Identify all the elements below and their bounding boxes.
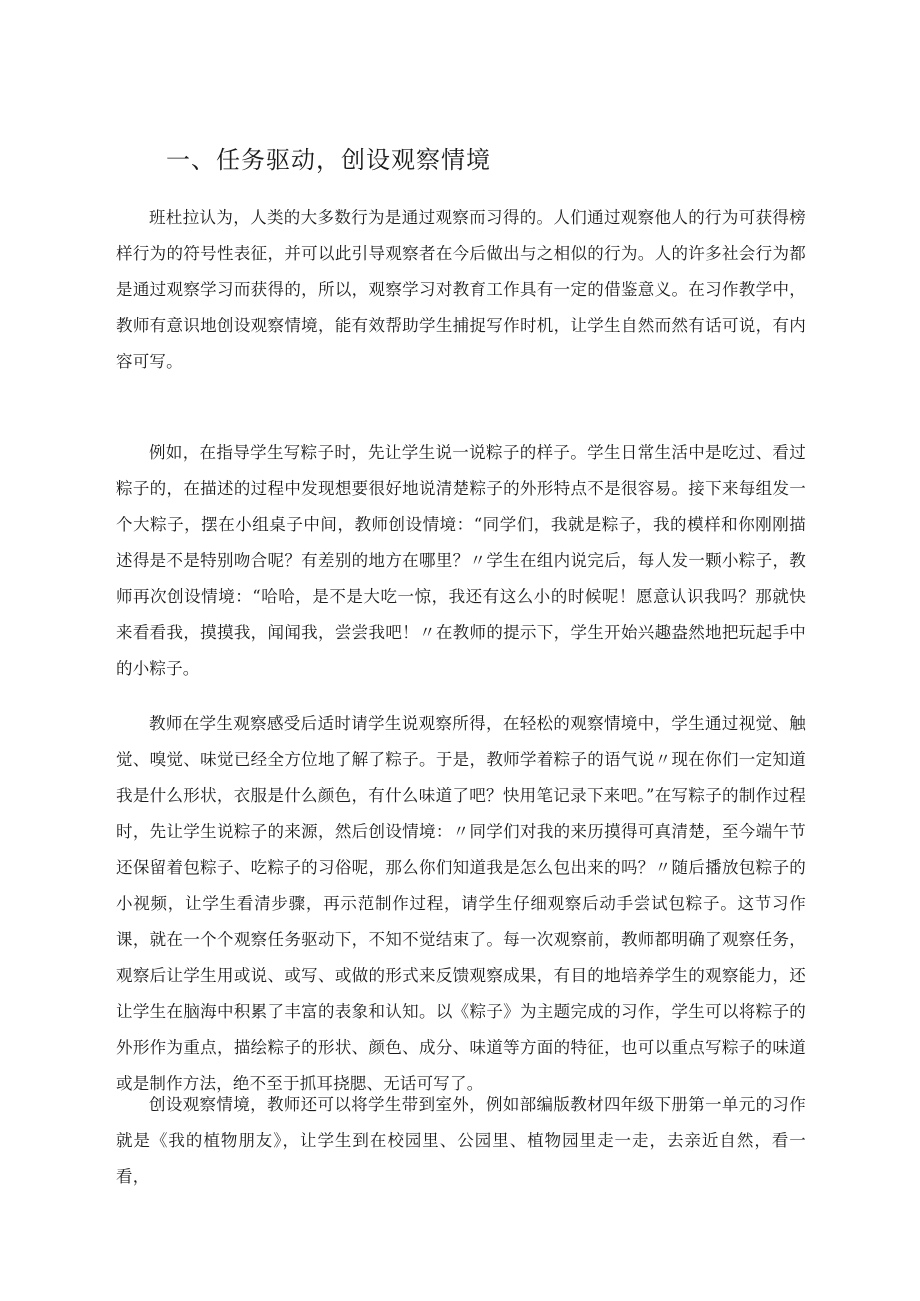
paragraph-outdoor-observation: 创设观察情境，教师还可以将学生带到室外，例如部编版教材四年级下册第一单元的习作就是《我的植物朋友》，让学生到在校园里、公园里、植物园里走一走，去亲近自然，看一看，: [116, 1095, 806, 1186]
section-heading: 一、任务驱动，创设观察情境: [166, 146, 491, 174]
paragraph-zongzi-example: 例如，在指导学生写粽子时，先让学生说一说粽子的样子。学生日常生活中是吃过、看过粽子的，在描述的过程中发现想要很好地说清楚粽子的外形特点不是很容易。接下来每组发一个大粽子，摆在小组桌子中间，教师创设情境：“同学们，我就是粽子，我的模样和你刚刚描述得是不是特别吻合呢？有差别的地方在哪里？〃学生在组内说完后，每人发一颗小粽子，教师再次创设情境：“哈哈，是不是大吃一惊，我还有这么小的时候呢！愿意认识我吗？那就快来看看我，摸摸我，闻闻我，尝尝我吧！〃在教师的提示下，学生开始兴趣盎然地把玩起手中的小粽子。: [116, 443, 806, 678]
paragraph-observation-feedback: 教师在学生观察感受后适时请学生说观察所得，在轻松的观察情境中，学生通过视觉、触觉、嗅觉、味觉已经全方位地了解了粽子。于是，教师学着粽子的语气说〃现在你们一定知道我是什么形状，衣服是什么颜色，有什么味道了吧？快用笔记录下来吧。”在写粽子的制作过程时，先让学生说粽子的来源，然后创设情境：〃同学们对我的来历摸得可真清楚，至今端午节还保留着包粽子、吃粽子的习俗呢，那么你们知道我是怎么包出来的吗？〃随后播放包粽子的小视频，让学生看清步骤，再示范制作过程，请学生仔细观察后动手尝试包粽子。这节习作课，就在一个个观察任务驱动下，不知不觉结束了。每一次观察前，教师都明确了观察任务，观察后让学生用或说、或写、或做的形式来反馈观察成果，有目的地培养学生的观察能力，还让学生在脑海中积累了丰富的表象和认知。以《粽子》为主题完成的习作，学生可以将粽子的外形作为重点，描绘粽子的形状、颜色、成分、味道等方面的特征，也可以重点写粽子的味道或是制作方法，绝不至于抓耳挠腮、无话可写了。: [116, 714, 806, 1093]
paragraph-bandura-theory: 班杜拉认为，人类的大多数行为是通过观察而习得的。人们通过观察他人的行为可获得榜样行为的符号性表征，并可以此引导观察者在今后做出与之相似的行为。人的许多社会行为都是通过观察学习而获得的，所以，观察学习对教育工作具有一定的借鉴意义。在习作教学中，教师有意识地创设观察情境，能有效帮助学生捕捉写作时机，让学生自然而然有话可说，有内容可写。: [116, 208, 806, 371]
